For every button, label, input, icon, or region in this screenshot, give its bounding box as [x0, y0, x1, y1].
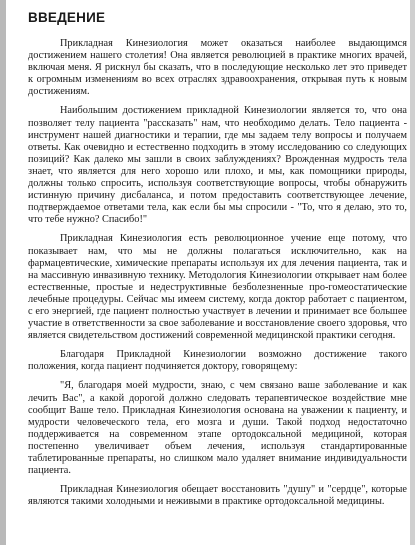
paragraph-quote: "Я, благодаря моей мудрости, знаю, с чем связано ваше заболевание и как лечить Вас", а какой дорогой должно следовать терапевтическое воздействие мне сообщит Ваше тело. Прикладная Кинезиология основана на уважении к пациенту, и мудрости человеческого тела, его мозга и души. Такой подход недостаточно поддерживается на современном этапе ортодоксальной медициной, которая постепенно увеличивает объем лечения, используя стандартированные таблетированные препараты, но слишком мало удаляет внимание индивидуальности пациента. [28, 380, 407, 477]
document-title: ВВЕДЕНИЕ [28, 10, 106, 25]
paragraph-intro: Прикладная Кинезиология может оказаться наиболее выдающимся достижением нашего столетия! Она является революцией в практике многих врачей, включая меня. Я рискнул бы сказать, что в последующие несколько лет это приведет к огромным изменениям во всех отраслях здравоохранения, открывая путь к новым достижениям. [28, 38, 407, 98]
right-margin-bar [410, 0, 415, 545]
paragraph-revolutionary: Прикладная Кинезиология есть революционное учение еще потому, что показывает нам, что мы не должны полагаться исключительно, как на фармацевтические, химические препараты используя их для лечения пациента, так и на массивную инвазивную технику. Методология Кинезиологии открывает нам более естественные, простые и недеструктивные безболезненные про-гомеостатические лечебные процедуры. Сейчас мы имеем систему, когда доктор работает с пациентом, с его энергией, где пациент полностью участвует в лечении и принимает все большее участие в ответственности за свое заболевание и восстановление своего здоровья, что является свидетельством достижений современной медицинской практики сегодня. [28, 233, 407, 342]
left-margin-bar [0, 0, 6, 545]
paragraph-promise: Прикладная Кинезиология обещает восстановить "душу" и "сердце", которые являются такими холодными и неживыми в практике ортодоксальной медицины. [28, 484, 407, 508]
paragraph-thanks: Благодаря Прикладной Кинезиологии возможно достижение такого положения, когда пациент подчиняется доктору, говорящему: [28, 349, 407, 373]
paragraph-achievement: Наибольшим достижением прикладной Кинезиологии является то, что она позволяет телу пациента "рассказать" нам, что необходимо делать. Тело пациента - инструмент нашей диагностики и терапии, где мы задаем телу вопросы и получаем ответы. Как очевидно и естественно подходить в этому исследованию со следующих позиций? Как далеко мы зашли в своих заблуждениях? Врожденная мудрость тела знает, что является для него хорошо или плохо, и мы, как помощники природы, должны только спросить, используя соответствующие вопросы, чтобы обнаружить истинную причину дисбаланса, и потом предоставить соответствующее лечение, подтверждаемое ответами тела, как если бы мы спросили - "То, что я делаю, это то, что тебе нужно? Спасибо!" [28, 105, 407, 226]
